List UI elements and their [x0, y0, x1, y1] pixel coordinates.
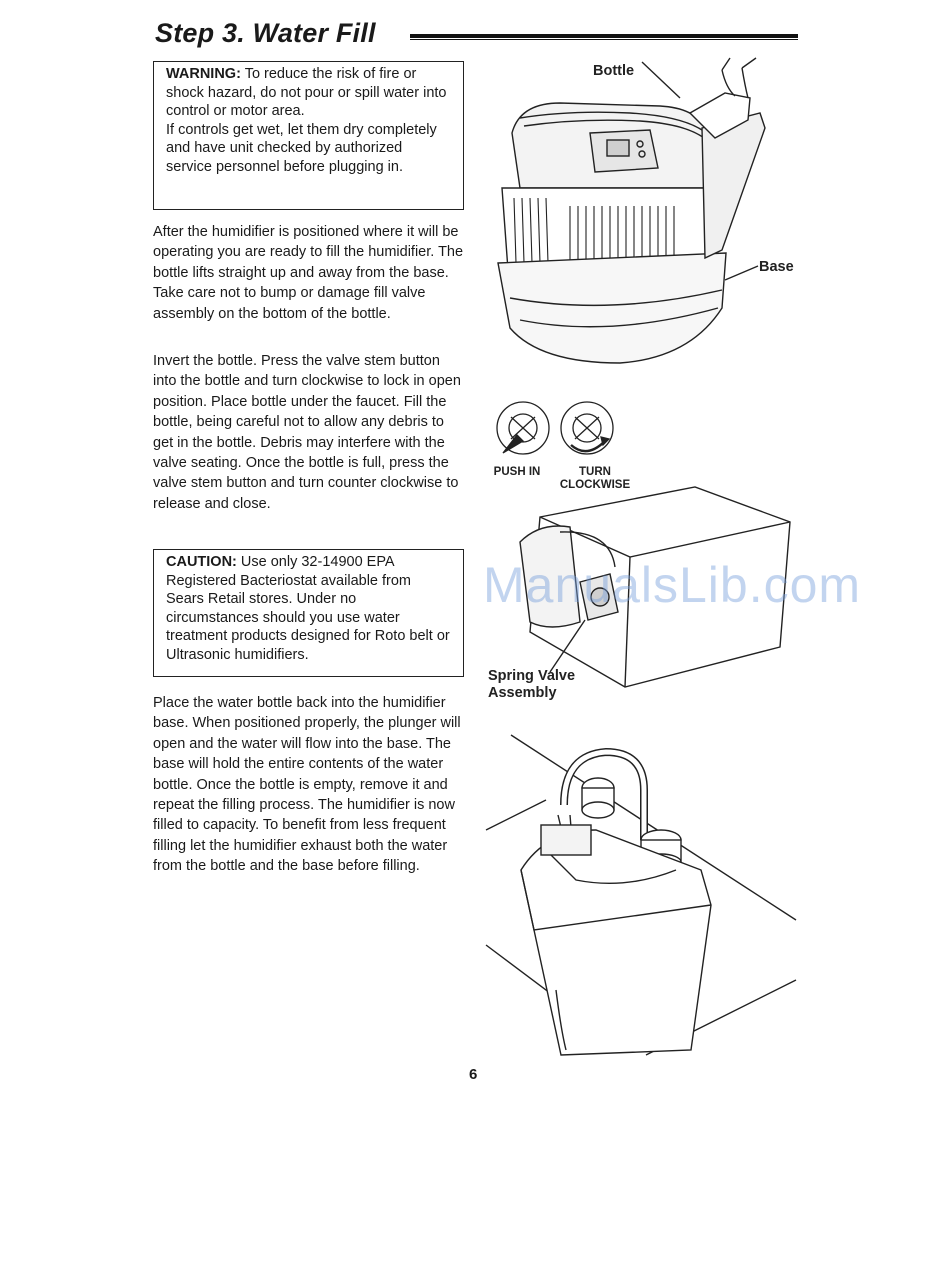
- warning-text: To reduce the risk of fire or shock hazard, do not pour or spill water into control or motor area.: [166, 66, 447, 119]
- paragraph-positioning: After the humidifier is positioned where it will be operating you are ready to fill the humidifier. The bottle lifts straight up and away from the base. Take care not to bump or damage fill valve assembly on the bottom of the bottle.: [153, 224, 464, 322]
- push-in-label: PUSH IN: [493, 466, 541, 478]
- paragraph-invert-bottle: Invert the bottle. Press the valve stem button into the bottle and turn clockwise to lock in open position. Place bottle under the faucet. Fill the bottle, being careful not to allow any debris to get in the bottle. Debris may interfere with the valve seating. Once the bottle is full, press the valve stem button and turn counter clockwise to release and close.: [153, 353, 461, 512]
- spring-valve-label: [488, 668, 575, 702]
- turn-clockwise-line-1: TURN: [579, 466, 611, 478]
- page-number: 6: [469, 1066, 478, 1083]
- warning-text-2: If controls get wet, let them dry completely and have unit checked by authorized service personnel before plugging in.: [166, 121, 437, 175]
- paragraph-place-bottle: Place the water bottle back into the humidifier base. When positioned properly, the plunger will open and the water will flow into the base. The base will hold the entire contents of the water bottle. Once the bottle is empty, remove it and repeat the filling process. The humidifier is now filled to capacity. To benefit from less frequent filling let the humidifier exhaust both the water from the bottle and the base before filling.: [153, 695, 461, 875]
- warning-label: WARNING:: [166, 66, 241, 82]
- turn-clockwise-line-2: CLOCKWISE: [559, 479, 631, 491]
- caution-text: Use only 32-14900 EPA Registered Bacteriostat available from Sears Retail stores. Under no circumstances should you use water treatment products designed for Roto belt or Ultrasonic humidifiers.: [166, 554, 450, 663]
- page-title: Step 3. Water Fill: [155, 18, 376, 48]
- bottle-label: Bottle: [593, 63, 635, 79]
- humidifier-illustration: [490, 58, 790, 378]
- base-label: Base: [759, 259, 794, 275]
- bottle-filling-illustration: [486, 730, 801, 1060]
- spring-valve-line-2: Assembly: [488, 685, 557, 701]
- warning-box: [153, 61, 464, 210]
- caution-box: [153, 549, 464, 677]
- spring-valve-line-1: Spring Valve: [488, 668, 576, 684]
- title-rule: [410, 34, 798, 40]
- caution-label: CAUTION:: [166, 554, 237, 570]
- valve-push-turn-illustration: [495, 395, 645, 465]
- manualslib-watermark: ManualsLib.com: [483, 557, 862, 613]
